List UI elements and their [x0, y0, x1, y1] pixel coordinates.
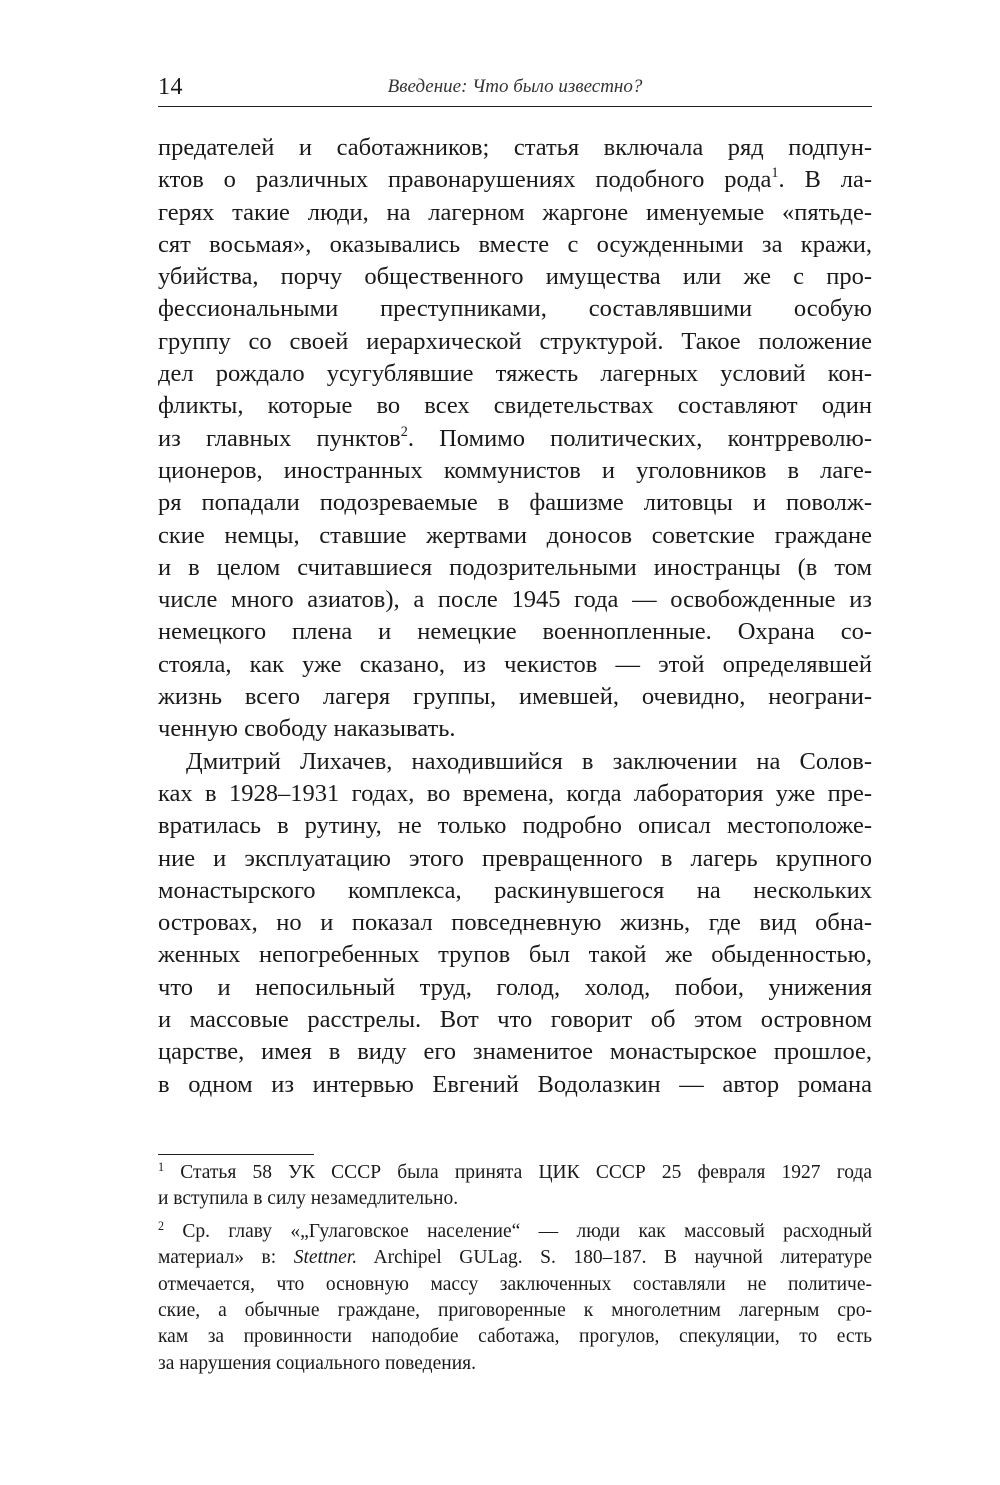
text-line: ние и эксплуатацию этого превращенного в лагерь крупного — [158, 844, 872, 872]
footnote-divider — [158, 1154, 314, 1155]
footnotes — [158, 1160, 872, 1377]
text-line: сят восьмая», оказывались вместе с осужденными за кражи, — [158, 230, 872, 258]
text-fragment: . В ла- — [778, 166, 872, 194]
text-line: ские немцы, ставшие жертвами доносов советские граждане — [158, 521, 872, 549]
footnote-ref[interactable]: 2 — [400, 423, 408, 440]
text-line: женных непогребенных трупов был такой же обыденностью, — [158, 941, 872, 969]
text-line: ченную свободу наказывать. — [158, 715, 456, 743]
text-line: дел рождало усугублявшие тяжесть лагерных условий кон- — [158, 360, 872, 388]
footnote-ref[interactable]: 1 — [771, 165, 779, 182]
text-line: ционеров, иностранных коммунистов и уголовников в лаге- — [158, 456, 872, 484]
text-fragment: Статья 58 УК СССР была принята ЦИК СССР 25 февраля 1927 года — [180, 1162, 873, 1183]
footnote-2-line — [158, 1219, 872, 1245]
text-line: жизнь всего лагеря группы, имевшей, очевидно, неограни- — [158, 683, 872, 711]
text-line: и в целом считавшиеся подозрительными иностранцы (в том — [158, 553, 872, 581]
text-line: фликты, которые во всех свидетельствах составляют один — [158, 392, 872, 420]
text-line: стояла, как уже сказано, из чекистов — этой определявшей — [158, 650, 872, 678]
footnote-2-line: кам за провинности наподобие саботажа, прогулов, спекуляции, то есть — [158, 1326, 872, 1348]
footnote-mark: 1 — [158, 1159, 165, 1174]
text-line — [158, 423, 872, 455]
footnote-2-line: отмечается, что основную массу заключенных составляли не политиче- — [158, 1273, 872, 1295]
text-line: и массовые расстрелы. Вот что говорит об этом островном — [158, 1006, 872, 1034]
page-number: 14 — [158, 74, 183, 100]
running-title: Введение: Что было известно? — [387, 76, 643, 97]
running-head — [158, 72, 872, 107]
text-line: монастырского комплекса, раскинувшегося на нескольких — [158, 876, 872, 904]
footnote-2-line: за нарушения социального поведения. — [158, 1352, 476, 1374]
text-line: группу со своей иерархической структурой. Такое положение — [158, 327, 872, 355]
text-fragment: материал» в: — [158, 1247, 294, 1269]
text-fragment: из главных пунктов — [158, 424, 401, 452]
text-line: убийства, порчу общественного имущества или же с про- — [158, 263, 872, 291]
footnote-mark: 2 — [158, 1218, 165, 1233]
text-line: вратилась в рутину, не только подробно описал местоположе- — [158, 812, 872, 840]
body-text — [158, 132, 872, 1101]
text-line: ря попадали подозреваемые в фашизме литовцы и поволж- — [158, 489, 872, 517]
text-line: царстве, имея в виду его знаменитое монастырское прошлое, — [158, 1038, 872, 1066]
text-fragment: Archipel GULag. S. 180–187. В научной литературе — [357, 1247, 873, 1269]
author-name: Stettner. — [293, 1247, 358, 1269]
text-line: в одном из интервью Евгений Водолазкин — автор романа — [158, 1070, 872, 1098]
footnote-2-line: ские, а обычные граждане, приговоренные к многолетним лагерным сро- — [158, 1299, 872, 1321]
text-line: что и непосильный труд, голод, холод, побои, унижения — [158, 973, 872, 1001]
text-fragment: Ср. главу «„Гулаговское население“ — люди как массовый расходный — [182, 1220, 873, 1242]
text-fragment: ктов о различных правонарушениях подобного рода — [158, 166, 772, 194]
text-line: герях такие люди, на лагерном жаргоне именуемые «пятьде- — [158, 198, 872, 226]
text-fragment: . Помимо политических, контрреволю- — [407, 424, 872, 452]
text-line: фессиональными преступниками, составлявшими особую — [158, 295, 872, 323]
text-line: числе много азиатов), а после 1945 года — освобожденные из — [158, 586, 872, 614]
paragraph-start-line: Дмитрий Лихачев, находившийся в заключении на Солов- — [186, 747, 872, 775]
text-line — [158, 164, 872, 196]
text-line: немецкого плена и немецкие военнопленные. Охрана со- — [158, 618, 872, 646]
text-line: островах, но и показал повседневную жизнь, где вид обна- — [158, 909, 872, 937]
footnote-1-line — [158, 1160, 872, 1186]
text-line: предателей и саботажников; статья включала ряд подпун- — [158, 134, 872, 161]
footnote-2-line — [158, 1245, 872, 1271]
text-line: ках в 1928–1931 годах, во времена, когда лаборатория уже пре- — [158, 779, 872, 807]
footnote-1-line: и вступила в силу незамедлительно. — [158, 1188, 459, 1210]
